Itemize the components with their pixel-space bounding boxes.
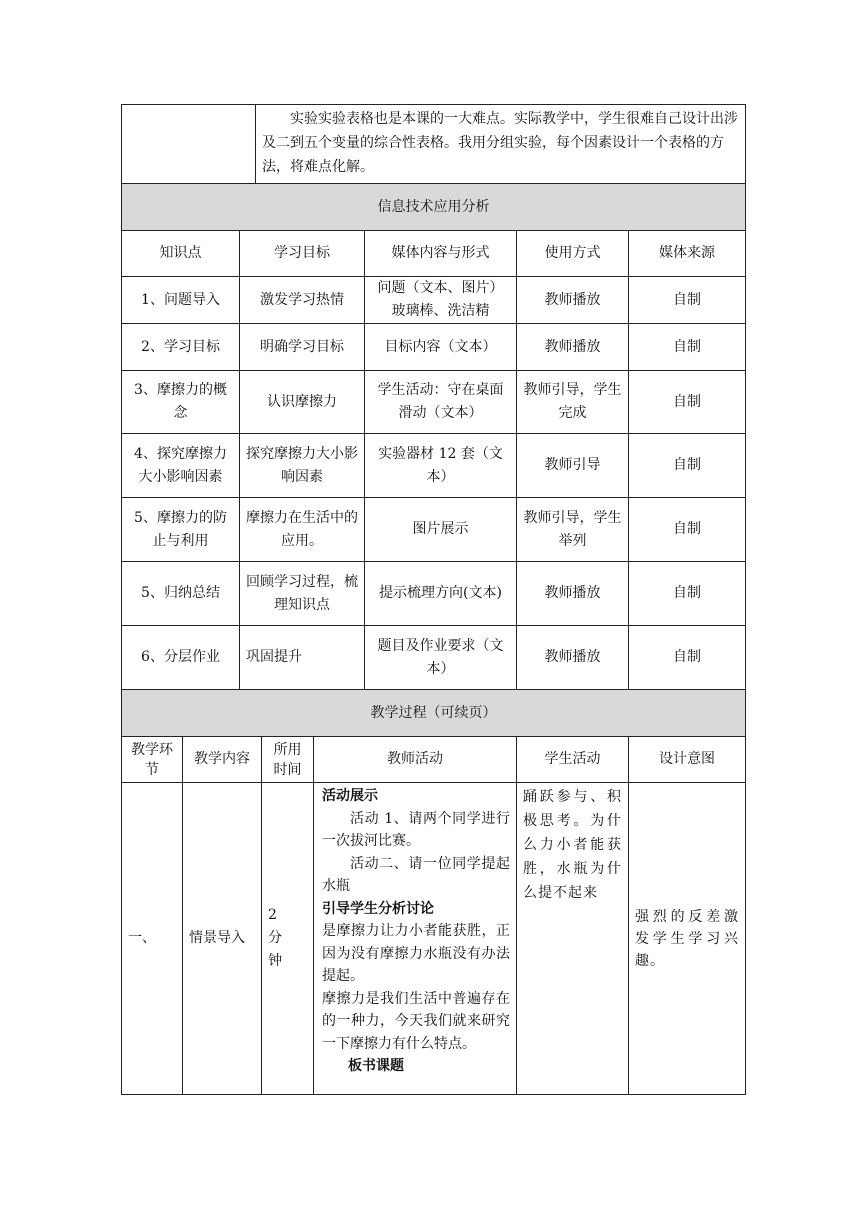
row-point: 2、学习目标 [122,324,240,371]
teacher-activity-1: 活动 1、请两个同学进行一次拔河比赛。 [322,810,510,849]
row-goal: 认识摩擦力 [240,371,365,434]
row-point: 5、归纳总结 [122,562,240,626]
teacher-activity [314,783,517,1095]
header-source: 媒体来源 [629,231,746,277]
row-point: 4、探究摩擦力大小影响因素 [122,434,240,498]
design-intent: 强烈的反差激发学生学习兴趣。 [629,783,746,1095]
row-media: 问题（文本、图片）玻璃棒、洗洁精 [365,277,517,324]
table-row [122,562,746,626]
intro-table [121,104,746,184]
row-source: 自制 [629,324,746,371]
row-point: 1、问题导入 [122,277,240,324]
intro-text: 实验实验表格也是本课的一大难点。实际教学中，学生很难自己设计出涉及二到五个变量的综合性表格。我用分组实验，每个因素设计一个表格的方法，将难点化解。 [256,105,746,184]
table-row [122,434,746,498]
header-point: 知识点 [122,231,240,277]
row-usage: 教师引导，学生举列 [517,498,629,562]
row-source: 自制 [629,434,746,498]
teacher-heading-activity: 活动展示 [322,788,378,804]
row-goal: 巩固提升 [240,626,365,690]
row-goal: 摩擦力在生活中的应用。 [240,498,365,562]
row-usage: 教师播放 [517,626,629,690]
header-content: 教学内容 [183,737,262,783]
row-time: 2 分钟 [262,783,314,1095]
header-usage: 使用方式 [517,231,629,277]
teaching-process-table [121,689,746,1095]
row-media: 目标内容（文本） [365,324,517,371]
media-section-title: 信息技术应用分析 [122,184,746,231]
header-time: 所用时间 [262,737,314,783]
row-source: 自制 [629,277,746,324]
row-goal: 明确学习目标 [240,324,365,371]
row-usage: 教师引导，学生完成 [517,371,629,434]
teacher-discussion-1: 是摩擦力让力小者能获胜，正因为没有摩擦力水瓶没有办法提起。 [322,923,510,984]
row-usage: 教师播放 [517,277,629,324]
row-media: 图片展示 [365,498,517,562]
header-teacher: 教师活动 [314,737,517,783]
header-goal: 学习目标 [240,231,365,277]
teacher-heading-title: 板书课题 [348,1058,404,1074]
table-row [122,277,746,324]
table-row [122,324,746,371]
table-row [122,783,746,1095]
row-source: 自制 [629,498,746,562]
student-activity: 踊跃参与、积极思考。为什么力小者能获胜，水瓶为什么提不起来 [517,783,629,1095]
table-row [122,498,746,562]
teacher-discussion-2: 摩擦力是我们生活中普遍存在的一种力，今天我们就来研究一下摩擦力有什么特点。 [322,990,510,1052]
row-source: 自制 [629,626,746,690]
row-media: 题目及作业要求（文本） [365,626,517,690]
intro-blank-cell [122,105,256,184]
header-student: 学生活动 [517,737,629,783]
row-content: 情景导入 [183,783,262,1095]
header-media: 媒体内容与形式 [365,231,517,277]
row-source: 自制 [629,371,746,434]
row-usage: 教师引导 [517,434,629,498]
row-media: 学生活动：守在桌面滑动（文本） [365,371,517,434]
table-row [122,371,746,434]
lesson-plan-page [121,104,746,1095]
row-goal: 回顾学习过程，梳理知识点 [240,562,365,626]
header-design: 设计意图 [629,737,746,783]
row-usage: 教师播放 [517,562,629,626]
row-point: 5、摩擦力的防止与利用 [122,498,240,562]
row-stage: 一、 [122,783,183,1095]
table-row [122,626,746,690]
row-media: 提示梳理方向(文本) [365,562,517,626]
row-goal: 探究摩擦力大小影响因素 [240,434,365,498]
row-media: 实验器材 12 套（文本） [365,434,517,498]
row-point: 6、分层作业 [122,626,240,690]
media-analysis-table [121,183,746,690]
row-goal: 激发学习热情 [240,277,365,324]
row-usage: 教师播放 [517,324,629,371]
row-point: 3、摩擦力的概念 [122,371,240,434]
teacher-heading-discussion: 引导学生分析讨论 [322,900,434,917]
header-stage: 教学环节 [122,737,183,783]
row-source: 自制 [629,562,746,626]
process-section-title: 教学过程（可续页） [122,690,746,737]
teacher-activity-2: 活动二、请一位同学提起水瓶 [322,855,510,894]
